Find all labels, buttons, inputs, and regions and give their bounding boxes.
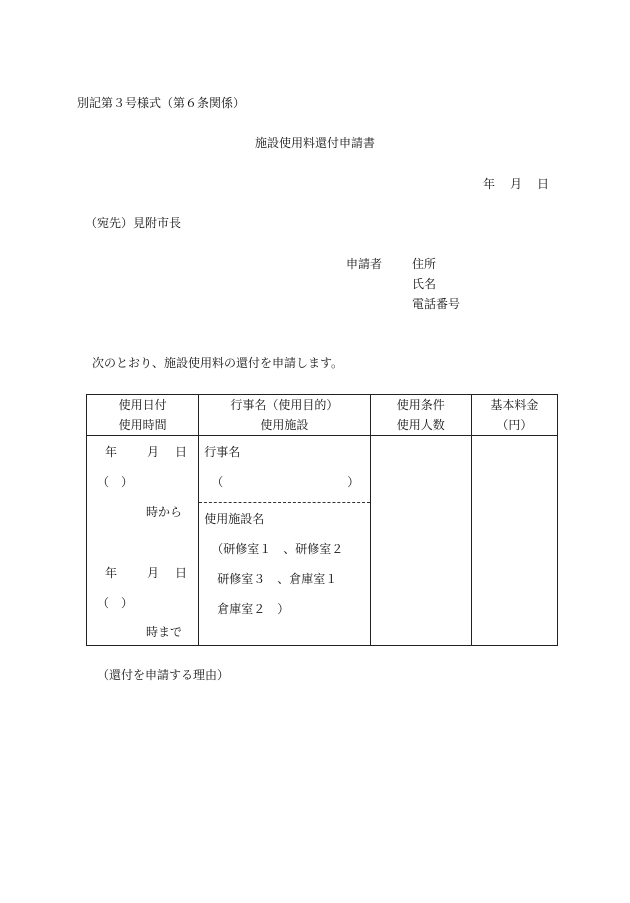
date-day: 日 [537,177,550,191]
applicant-address-label: 住所 [412,257,437,271]
event-paren-close: ） [347,475,360,489]
addressee: （宛先）見附市長 [85,216,182,230]
basic-fee-cell[interactable] [471,436,557,646]
header-event-name: 行事名（使用目的） 使用施設 [199,395,370,436]
event-paren-open: （ [211,475,224,489]
date-month: 月 [510,177,523,191]
end-day: 日 [175,566,188,580]
header-basic-fee: 基本料金 （円） [471,395,557,436]
usage-conditions-cell[interactable] [370,436,471,646]
header-usage-date: 使用日付 使用時間 [87,395,199,436]
date-year: 年 [483,177,496,191]
applicant-phone-label: 電話番号 [412,297,461,311]
facility-line-3: 倉庫室２ ） [217,602,290,616]
end-weekday: （ ） [97,596,134,610]
start-time-suffix: 時から [146,505,183,519]
start-day: 日 [175,445,188,459]
application-date [483,178,549,190]
applicant-fields [412,258,460,318]
document-title: 施設使用料還付申請書 [254,136,375,150]
intro-text: 次のとおり、施設使用料の還付を申請します。 [92,356,344,370]
facility-line-1: （研修室１ 、研修室２ [211,542,344,556]
start-month: 月 [147,445,160,459]
end-month: 月 [147,566,160,580]
start-weekday: （ ） [97,475,134,489]
event-name-label: 行事名 [204,445,241,459]
event-name-section [199,436,370,503]
facility-name-label: 使用施設名 [204,512,265,526]
usage-date-cell[interactable] [87,436,199,646]
header-usage-conditions: 使用条件 使用人数 [370,395,471,436]
facility-line-2: 研修室３ 、倉庫室１ [217,572,338,586]
refund-reason-label: （還付を申請する理由） [97,668,230,682]
application-table [86,394,558,646]
applicant-name-label: 氏名 [412,277,437,291]
form-number-label: 別記第３号様式（第６条関係） [77,96,246,110]
end-year: 年 [105,566,118,580]
start-year: 年 [105,445,118,459]
applicant-label: 申請者 [346,257,383,271]
end-time-suffix: 時まで [146,625,183,639]
event-facility-cell[interactable] [199,436,370,646]
